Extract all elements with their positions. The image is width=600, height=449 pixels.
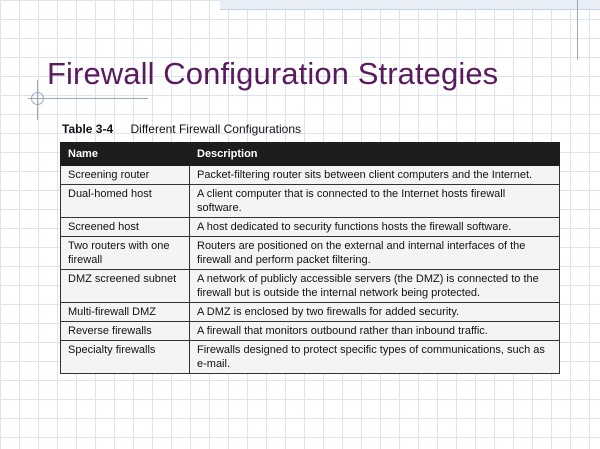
table-header-row <box>61 143 560 166</box>
table-caption-number: Table 3-4 <box>62 122 114 136</box>
decorative-vertical-line <box>577 0 578 60</box>
row-description: Firewalls designed to protect specific types of communications, such as e-mail. <box>190 341 560 374</box>
top-decorative-band <box>220 0 600 10</box>
slide-title: Firewall Configuration Strategies <box>47 56 499 91</box>
row-name: Screened host <box>61 218 190 237</box>
row-description: A firewall that monitors outbound rather than inbound traffic. <box>190 322 560 341</box>
table-row <box>61 341 560 374</box>
row-name: Reverse firewalls <box>61 322 190 341</box>
row-name: Multi-firewall DMZ <box>61 303 190 322</box>
row-description: A client computer that is connected to the Internet hosts firewall software. <box>190 185 560 218</box>
table-caption-text: Different Firewall Configurations <box>130 122 302 136</box>
row-description: A DMZ is enclosed by two firewalls for added security. <box>190 303 560 322</box>
row-name: DMZ screened subnet <box>61 270 190 303</box>
row-description: A network of publicly accessible servers (the DMZ) is connected to the firewall but is outside the internal network being protected. <box>190 270 560 303</box>
row-name: Two routers with one firewall <box>61 237 190 270</box>
table-caption <box>62 122 301 136</box>
row-name: Screening router <box>61 166 190 185</box>
table-row <box>61 185 560 218</box>
decorative-horizontal-line <box>28 98 148 99</box>
row-description: Routers are positioned on the external and internal interfaces of the firewall and perform packet filtering. <box>190 237 560 270</box>
table-row <box>61 270 560 303</box>
row-description: Packet-filtering router sits between client computers and the Internet. <box>190 166 560 185</box>
table-row <box>61 237 560 270</box>
table-row <box>61 218 560 237</box>
header-name: Name <box>61 143 190 166</box>
table-row <box>61 303 560 322</box>
table-row <box>61 166 560 185</box>
row-name: Dual-homed host <box>61 185 190 218</box>
row-name: Specialty firewalls <box>61 341 190 374</box>
row-description: A host dedicated to security functions hosts the firewall software. <box>190 218 560 237</box>
firewall-configurations-table <box>60 142 560 374</box>
header-description: Description <box>190 143 560 166</box>
table-row <box>61 322 560 341</box>
decorative-circle-icon <box>31 92 44 105</box>
